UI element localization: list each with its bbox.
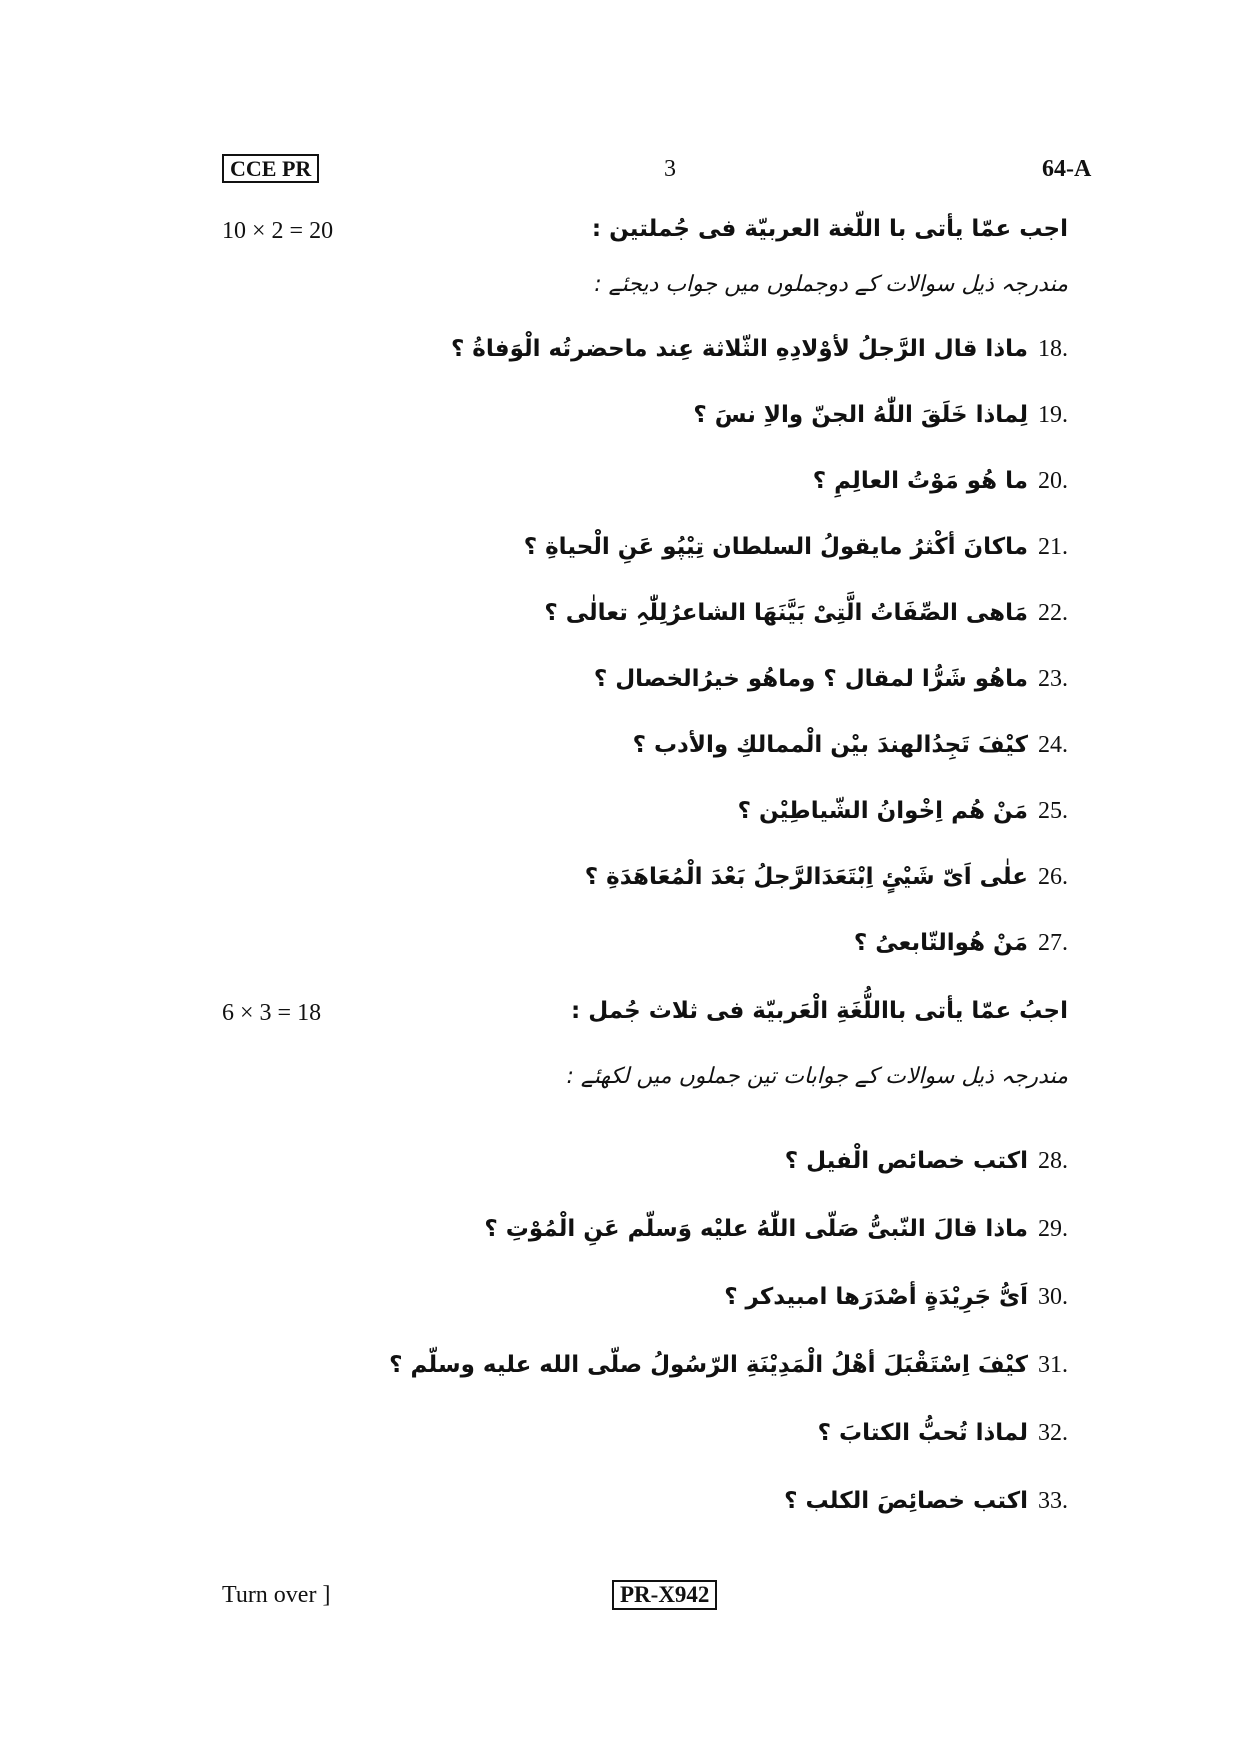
question-text: ما هُو مَوْتُ العالِمِ ؟ [812, 468, 1028, 494]
question-number: 22. [1038, 600, 1068, 626]
question-number: 29. [1038, 1216, 1068, 1242]
question-text: ماهُو شَرُّا لمقال ؟ وماهُو خيرُالخصال ؟ [593, 666, 1028, 692]
question-text: مَنْ هُوالتّابعیُ ؟ [853, 930, 1028, 956]
question-19 [693, 402, 1068, 429]
question-30 [724, 1284, 1068, 1311]
question-text: اكتب خصائص الْفيل ؟ [784, 1148, 1028, 1174]
question-31 [389, 1352, 1068, 1379]
turn-over-text: Turn over ] [222, 1582, 331, 1608]
header-left-code: CCE PR [222, 154, 319, 183]
footer-paper-code: PR-X942 [612, 1580, 717, 1610]
question-number: 31. [1038, 1352, 1068, 1378]
question-number: 30. [1038, 1284, 1068, 1310]
question-number: 24. [1038, 732, 1068, 758]
question-number: 18. [1038, 336, 1068, 362]
question-text: كيْفَ تَجِدُالهندَ بيْن الْممالكِ والأدب ؟ [632, 732, 1028, 758]
question-text: علٰی اَیّ شَیْئٍ اِبْتَعَدَالرَّجلُ بَعْدَ الْمُعَاهَدَةِ ؟ [584, 864, 1028, 890]
question-18 [451, 336, 1068, 363]
question-text: ماذا قالَ النّبیُّ صَلّی اللّٰهُ عليْه وَسلّم عَنِ الْمُوْتِ ؟ [484, 1216, 1028, 1242]
question-26 [585, 864, 1068, 891]
section1-arabic-instruction: اجب عمّا يأتی با اللّغة العربيّة فی جُملتين : [591, 216, 1068, 242]
question-text: كيْفَ اِسْتَقْبَلَ أهْلُ الْمَدِيْنَةِ الرّسُولُ صلّی الله عليه وسلّم ؟ [389, 1352, 1028, 1378]
question-number: 19. [1038, 402, 1068, 428]
question-number: 21. [1038, 534, 1068, 560]
question-text: مَاهی الصِّفَاتُ الَّتِیْ بَيَّنَهَا الشاعرُلِلّٰہِ تعالٰی ؟ [544, 600, 1028, 626]
question-number: 32. [1038, 1420, 1068, 1446]
question-number: 28. [1038, 1148, 1068, 1174]
section2-marks: 6 × 3 = 18 [222, 1000, 322, 1026]
question-27 [854, 930, 1068, 957]
question-number: 27. [1038, 930, 1068, 956]
question-text: اَیُّ جَرِيْدَةٍ أصْدَرَها امبيدكر ؟ [724, 1284, 1028, 1310]
section1-marks: 10 × 2 = 20 [222, 218, 334, 244]
question-number: 23. [1038, 666, 1068, 692]
question-number: 20. [1038, 468, 1068, 494]
question-number: 33. [1038, 1488, 1068, 1514]
question-28 [785, 1148, 1068, 1175]
question-29 [484, 1216, 1068, 1243]
question-23 [594, 666, 1068, 693]
header-right-code: 64-A [1042, 156, 1092, 182]
section2-urdu-instruction: مندرجہ ذیل سوالات کے جوابات تین جملوں میں لکھئے : [566, 1064, 1068, 1089]
section1-urdu-instruction: مندرجہ ذیل سوالات کے دوجملوں میں جواب دیجئے : [594, 272, 1068, 297]
question-33 [784, 1488, 1068, 1515]
question-text: اكتب خصائِصَ الكلب ؟ [784, 1488, 1028, 1514]
question-text: ماذا قال الرَّجلُ لأوْلادِهِ الثّلاثة عِند ماحضرتُه الْوَفاةُ ؟ [450, 336, 1028, 362]
question-20 [813, 468, 1068, 495]
page-number: 3 [664, 156, 676, 182]
question-text: ماكانَ أكْثرُ مايقولُ السلطان تِيْپُو عَنِ الْحياةِ ؟ [523, 534, 1028, 560]
question-25 [738, 798, 1068, 825]
question-21 [524, 534, 1068, 561]
question-24 [633, 732, 1068, 759]
section2-arabic-instruction: اجبُ عمّا يأتی بااللُّغَةِ الْعَربيّة فی ثلاث جُمل : [571, 998, 1068, 1024]
question-text: لِماذا خَلَقَ اللّٰهُ الجنّ والاِ نسَ ؟ [693, 402, 1028, 428]
question-22 [544, 600, 1068, 627]
question-32 [818, 1420, 1068, 1447]
question-text: مَنْ هُم اِخْوانُ الشّياطِيْن ؟ [737, 798, 1028, 824]
question-number: 25. [1038, 798, 1068, 824]
question-text: لماذا تُحبُّ الكتابَ ؟ [817, 1420, 1028, 1446]
question-number: 26. [1038, 864, 1068, 890]
